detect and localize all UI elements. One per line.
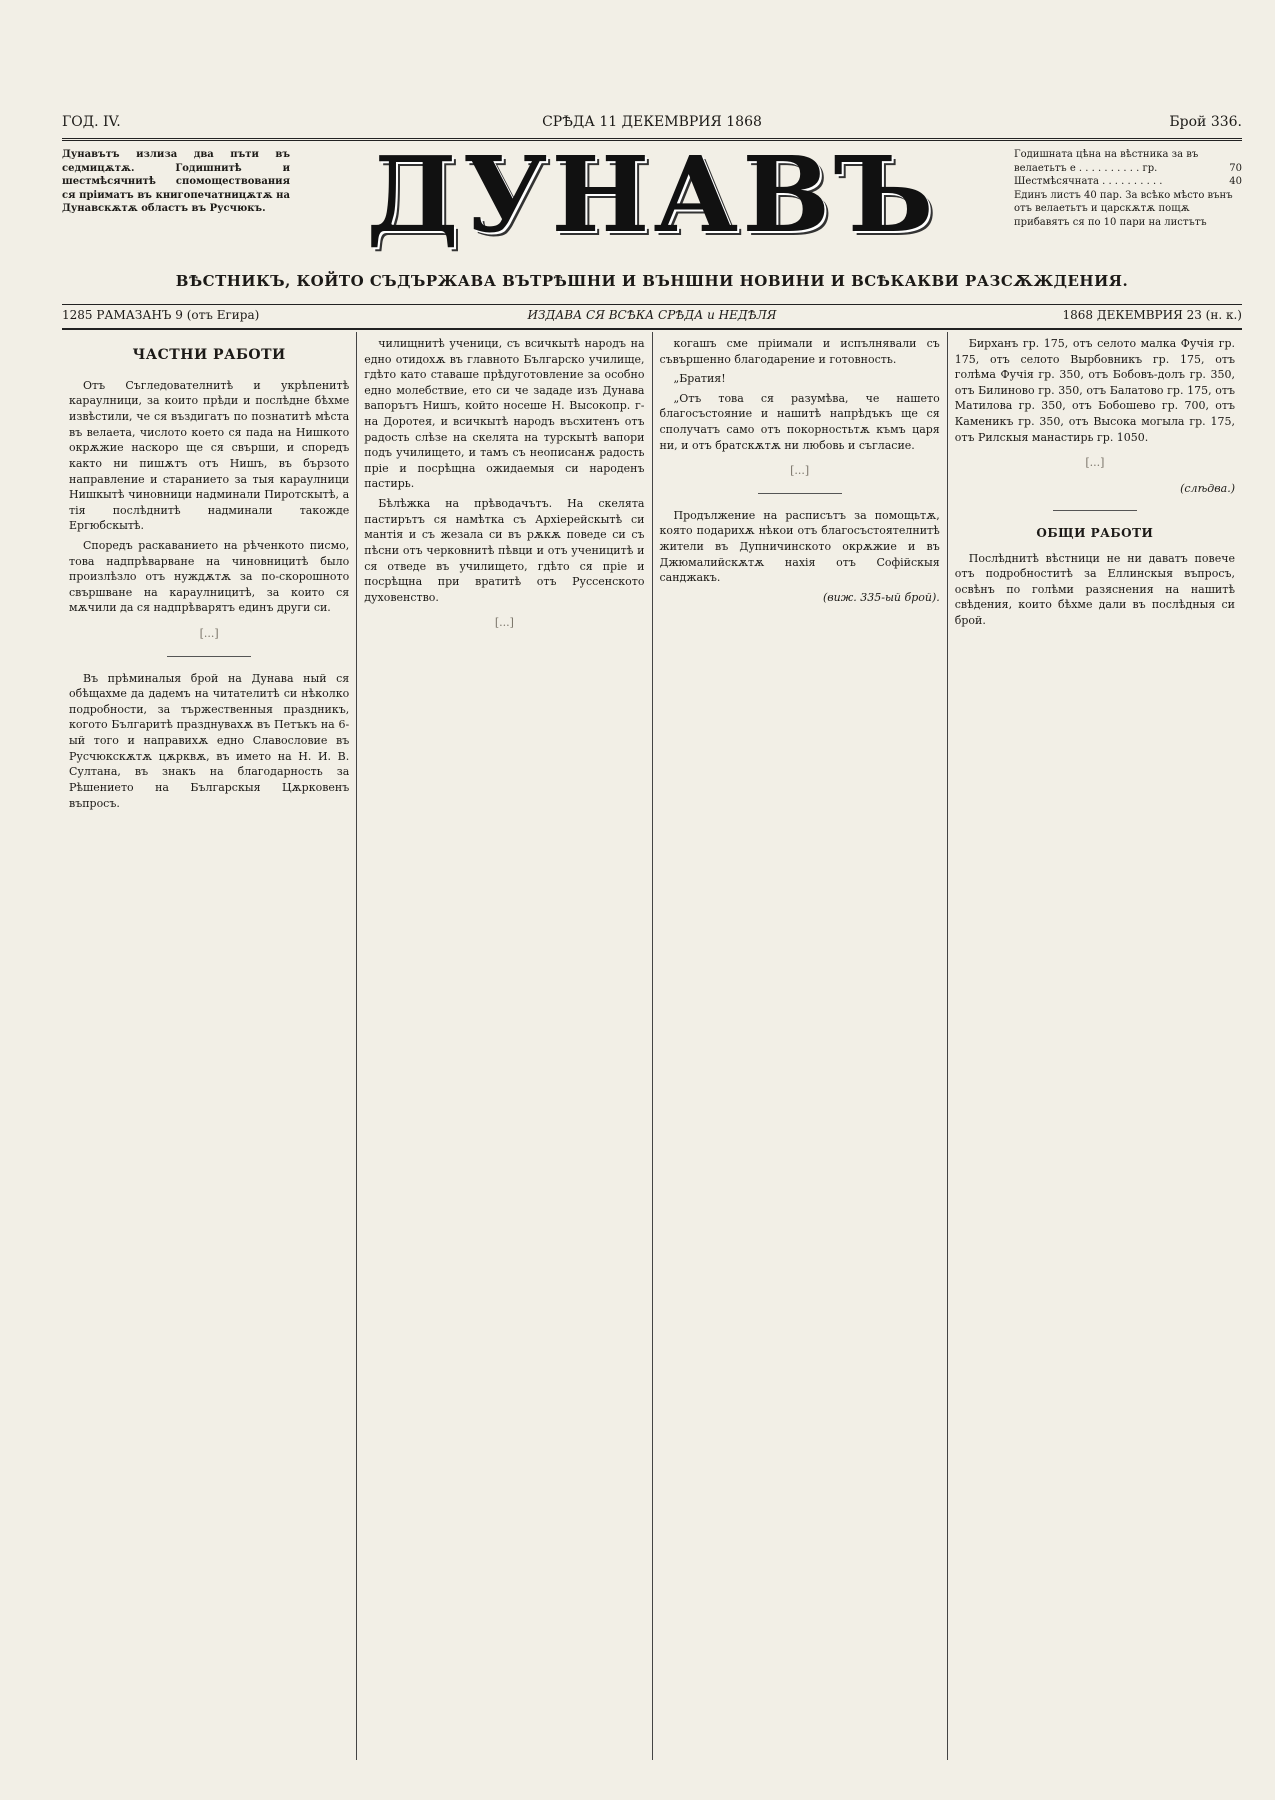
issue-date: СРѢДА 11 ДЕКЕМВРИЯ 1868 [542,114,762,130]
price-line-4: Единъ листъ 40 пар. За всѣко мѣсто вънъ отъ велаетьтъ и царскѫтѫ пощѫ прибавятъ ся по 10 пари на листътъ [1014,189,1233,228]
article-divider [758,493,842,494]
article-paragraph: „Отъ това ся разумѣва, че нашето благосъстояние и нашитѣ напрѣдъкъ ще ся сполучатъ само отъ покорностьтѫ къмъ царя ни, и отъ братскѫтѫ ни любовь и съгласие. [659,391,940,452]
article-paragraph: Отъ Съгледователнитѣ и укрѣпенитѣ караулници, за които прѣди и послѣдне бѣхме извѣстили, че ся въздигатъ по познатитѣ мѣста въ велаета, числото което ся пада на Нишкото окрѫжие наскоро ще ся свърши, и споредъ както ни пишѫтъ отъ Нишъ, въ бързото направление и старанието за тыя караулници Нишкытѣ чиновници надминали Пиротскытѣ, а тiя послѣднитѣ надминали такожде Ергюбскытѣ. [69,378,350,533]
newspaper-title: ДУНАВЪ [366,133,938,256]
price-notice [1014,148,1242,229]
issue-number: Брой 336. [1169,114,1242,130]
article-divider [1053,510,1137,511]
article-paragraph: когашъ сме прiимали и испълнявали съ съвършенно благодарение и готовность. [659,337,940,366]
column-3 [652,332,947,1760]
article-paragraph: „Братия! [673,372,726,386]
price-annual-value: 70 [1229,162,1242,174]
dateline-rule [62,328,1242,330]
newspaper-subtitle: ВѢСТНИКЪ, КОЙТО СЪДЪРЖАВА ВЪТРѢШНИ И ВЪНШНИ НОВИНИ И ВСѢКАКВИ РАЗСѪЖДЕНИЯ. [175,272,1129,290]
price-line-1: Годишната цѣна на вѣстника за въ [1014,149,1199,160]
subtitle-rule [62,304,1242,305]
year-label: ГОД. IV. [62,114,121,130]
publication-schedule: ИЗДАВА СЯ ВСѢКА СРѢДА и НЕДѢЛЯ [527,308,777,322]
omitted-text-marker: [...] [494,616,514,630]
hijri-date: 1285 РАМАЗАНЪ 9 (отъ Егира) [62,308,260,322]
omitted-text-marker: [...] [199,627,219,641]
price-half-value: 40 [1229,176,1242,187]
article-paragraph: Въ прѣминалыя брой на Дунава ный ся обѣщахме да дадемъ на читателитѣ си нѣколко подробности, за тържественныя праздникъ, когото Българитѣ празднувахѫ въ Петъкъ на 6-ый того и направихѫ едно Славословие въ Русчюкскѫтѫ цѫрквѫ, въ името на Н. И. В. Султана, въ знакъ на благодарность за Рѣшението на Българскыя Цѫрковенъ въпросъ. [69,671,350,810]
article-paragraph: Продължение на расписътъ за помощьтѫ, която подарихѫ нѣкои отъ благосъстоятелнитѣ жители въ Дупничинското окрѫжие и въ Джюмалийскѫтѫ нахiя отъ Софiйскыя санджакъ. [659,508,940,585]
issue-reference: (виж. 335-ый брой). [822,590,940,604]
article-paragraph: чилищнитѣ ученици, съ всичкытѣ народъ на едно отидохѫ въ главното Българско училище, гдѣто като ставаше прѣдуготовление за особно едно молебствие, ето си че зададе изъ Дунава вапорътъ Нишъ, който носеше Н. Высокопр. г-на Доротея, и всичкытѣ народъ въсхитенъ отъ радость слѣзе на скелята на турскытѣ вапори подъ училището, и тамъ съ неописанѫ радость прiе и посрѣщна ожидаемыя си народенъ пастирь. [364,337,645,491]
price-line-3 [1014,175,1242,189]
article-paragraph: Бирханъ гр. 175, отъ селото малка Фучiя гр. 175, отъ селото Вырбовникъ гр. 175, отъ голѣма Фучiя гр. 350, отъ Бобовъ-долъ гр. 350, отъ Билиново гр. 350, отъ Балатово гр. 175, отъ Матилова гр. 350, отъ Бобошево гр. 700, отъ Каменикъ гр. 350, отъ Высока могыла гр. 175, отъ Рилскыя манастирь гр. 1050. [954,337,1235,444]
section-heading-private: ЧАСТНИ РАБОТИ [132,347,286,363]
newspaper-page [62,104,1242,1764]
article-paragraph: Послѣднитѣ вѣстници не ни даватъ повече отъ подробноститѣ за Еллинскыя въпросъ, освѣнъ по голѣми разяснения на нашитѣ свѣдения, които бѣхме дали въ послѣдныя си брой. [954,551,1235,627]
price-annual-label: велаетьтъ е . . . . . . . . . . гр. [1014,162,1158,174]
section-heading-general: ОБЩИ РАБОТИ [1036,526,1154,541]
subscription-notice: Дунавътъ излиза два пъти въ седмицѫтѫ. Годишнитѣ и шестмѣсячнитѣ спомоществования ся прiиматъ въ книгопечатницѫтѫ на Дунавскѫтѫ областъ въ Русчюкъ. [62,149,290,214]
article-paragraph: Споредъ раскаванието на рѣченкото писмо, това надпрѣварване на чиновницитѣ было произлѣзло отъ нуждѫтѫ за по-скорошното свършване на караулницитѣ, за които ся мѫчили да ся надпрѣварятъ единъ други си. [69,538,350,615]
masthead [312,133,992,256]
column-2 [356,332,651,1760]
gregorian-date: 1868 ДЕКЕМВРИЯ 23 (н. к.) [1062,308,1242,322]
omitted-text-marker: [...] [1085,456,1105,470]
article-divider [167,656,251,657]
dateline [62,308,1242,326]
omitted-text-marker: [...] [790,464,810,478]
column-4 [947,332,1242,1760]
article-columns [62,332,1242,1760]
price-line-2 [1014,162,1242,176]
translator-note: Бѣлѣжка на прѣводачътъ. На скелята пастирътъ ся намѣтка съ Архiерейскытѣ си мантiя и съ жезала си въ рѫкѫ поведе си съ пѣсни отъ черковнитѣ пѣвци и отъ ученицитѣ и ся отведе въ училището, гдѣто ся прiе и посрѣщна при вратитѣ отъ Руссенското духовенство. [364,497,645,604]
column-1 [62,332,356,1760]
price-half-label: Шестмѣсячната . . . . . . . . . . [1014,176,1163,187]
continued-marker: (слѣдва.) [1180,481,1235,495]
